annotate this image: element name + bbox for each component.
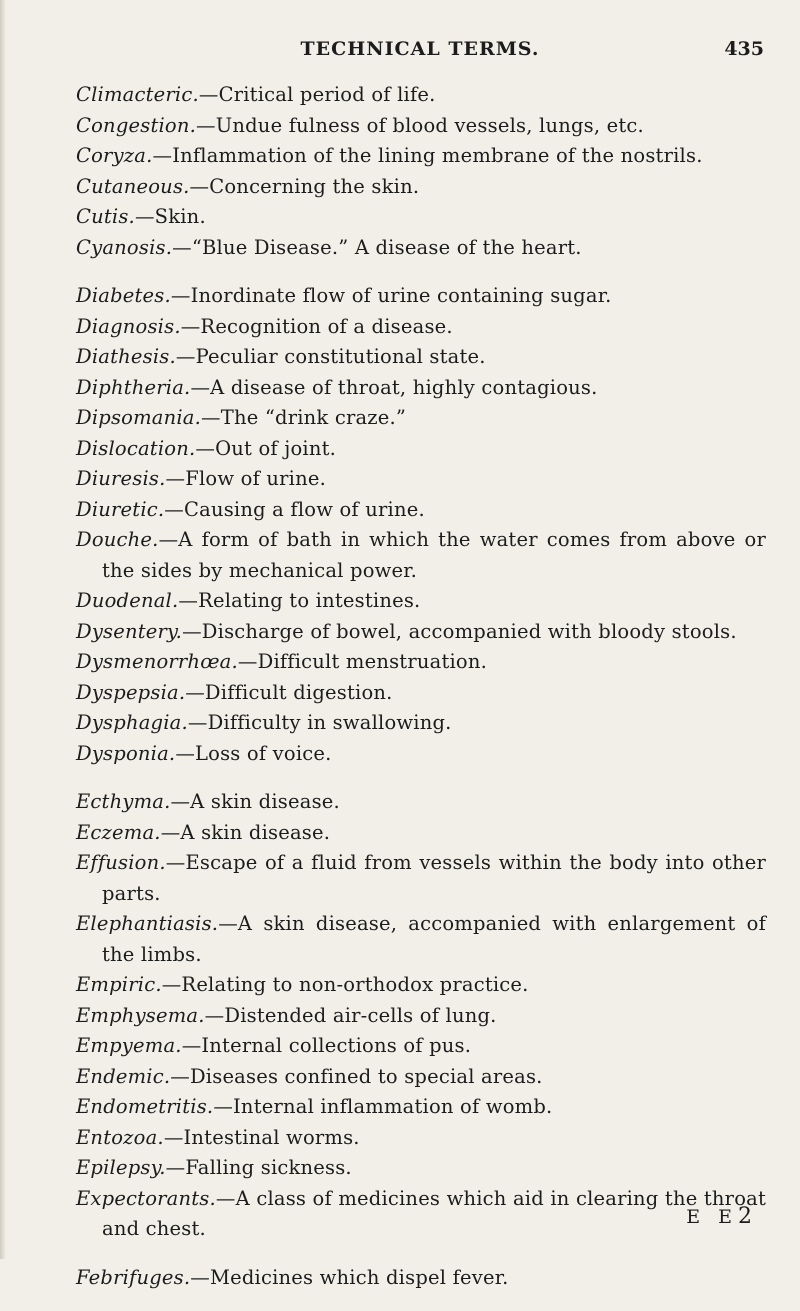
entry-definition: —Inordinate flow of urine containing sugar. <box>170 284 612 307</box>
entry-term: Febrifuges. <box>76 1265 191 1289</box>
glossary-entry <box>76 80 766 111</box>
entry-definition: —Relating to intestines. <box>178 589 421 612</box>
page-number: 435 <box>724 38 764 60</box>
entry-term: Climacteric. <box>76 83 199 106</box>
entry-definition: —Internal collections of pus. <box>181 1034 472 1057</box>
entry-definition: —Critical period of life. <box>198 83 436 106</box>
entry-term: Duodenal. <box>76 589 179 612</box>
entry-definition: —A skin disease, accompanied with enlargement of the limbs. <box>102 912 766 966</box>
glossary-group-e <box>76 787 766 1245</box>
glossary-entry <box>76 495 766 526</box>
glossary-entry <box>76 141 766 172</box>
page-header <box>76 38 764 68</box>
entry-definition: —A skin disease. <box>170 790 340 813</box>
signature-letters: E E <box>686 1206 738 1228</box>
entry-definition: —Difficult digestion. <box>185 680 393 704</box>
glossary-entry <box>76 1263 766 1294</box>
glossary-entry <box>76 708 766 739</box>
entry-definition: —A skin disease. <box>160 820 331 844</box>
entry-term: Entozoa. <box>76 1125 164 1149</box>
entry-term: Dyspepsia. <box>76 680 186 704</box>
entry-term: Cyanosis. <box>76 235 173 259</box>
entry-term: Cutaneous. <box>76 174 190 198</box>
entry-definition: —Internal inflammation of womb. <box>213 1095 553 1118</box>
glossary-entry <box>76 787 766 818</box>
glossary-entry <box>76 281 766 312</box>
entry-definition: —The “drink craze.” <box>201 406 407 429</box>
glossary-entry <box>76 172 766 203</box>
entry-term: Elephantiasis. <box>76 912 219 935</box>
glossary-entry <box>76 678 766 709</box>
entry-term: Ecthyma. <box>76 790 171 813</box>
glossary-group-d <box>76 281 766 769</box>
entry-term: Dysponia. <box>76 741 176 765</box>
entry-definition: —Inflammation of the lining membrane of the nostrils. <box>152 144 703 167</box>
entry-term: Douche. <box>76 528 159 551</box>
glossary-entry <box>76 617 766 648</box>
entry-term: Dysentery. <box>76 619 183 643</box>
entry-definition: —Flow of urine. <box>165 467 327 490</box>
glossary-entry <box>76 1092 766 1123</box>
glossary-entry <box>76 373 766 404</box>
entry-definition: —Concerning the skin. <box>189 174 420 198</box>
glossary-entry <box>76 403 766 434</box>
entry-definition: —Undue fulness of blood vessels, lungs, etc. <box>196 113 644 137</box>
entry-term: Epilepsy. <box>76 1156 166 1179</box>
entry-definition: —A class of medicines which aid in clearing the throat and chest. <box>102 1186 766 1240</box>
glossary-entry <box>76 848 766 909</box>
entry-definition: —Falling sickness. <box>165 1156 352 1179</box>
entry-term: Effusion. <box>76 851 166 874</box>
running-title: TECHNICAL TERMS. <box>300 38 540 60</box>
entry-definition: —Peculiar constitutional state. <box>175 345 486 368</box>
entry-term: Diagnosis. <box>76 314 181 338</box>
glossary-entry <box>76 342 766 373</box>
glossary-entry <box>76 647 766 678</box>
glossary-entry <box>76 818 766 849</box>
entry-term: Diphtheria. <box>76 375 191 399</box>
glossary-content <box>76 80 766 1311</box>
entry-definition: —Causing a flow of urine. <box>164 497 425 521</box>
entry-term: Endemic. <box>76 1064 171 1088</box>
entry-definition: —Escape of a fluid from vessels within the body into other parts. <box>102 851 766 905</box>
entry-definition: —“Blue Disease.” A disease of the heart. <box>172 235 582 259</box>
glossary-entry <box>76 1153 766 1184</box>
entry-definition: —Relating to non-orthodox practice. <box>161 973 529 996</box>
entry-term: Expectorants. <box>76 1186 216 1210</box>
entry-term: Dipsomania. <box>76 406 202 429</box>
entry-definition: —Diseases confined to special areas. <box>170 1064 543 1088</box>
entry-term: Diuresis. <box>76 467 166 490</box>
glossary-group-f <box>76 1263 766 1294</box>
page-edge <box>0 0 6 1259</box>
glossary-entry <box>76 739 766 770</box>
glossary-entry <box>76 525 766 586</box>
entry-term: Empyema. <box>76 1034 182 1057</box>
entry-definition: —Distended air-cells of lung. <box>204 1003 497 1027</box>
entry-term: Congestion. <box>76 113 197 137</box>
entry-term: Eczema. <box>76 820 161 844</box>
entry-term: Coryza. <box>76 144 153 167</box>
glossary-entry <box>76 312 766 343</box>
signature-number: 2 <box>738 1204 752 1229</box>
glossary-entry <box>76 1001 766 1032</box>
glossary-entry <box>76 434 766 465</box>
glossary-entry <box>76 202 766 233</box>
entry-term: Emphysema. <box>76 1003 205 1027</box>
entry-definition: —Discharge of bowel, accompanied with bloody stools. <box>182 619 737 643</box>
glossary-entry <box>76 970 766 1001</box>
glossary-entry <box>76 111 766 142</box>
glossary-entry <box>76 1031 766 1062</box>
glossary-entry <box>76 233 766 264</box>
entry-term: Dislocation. <box>76 436 196 460</box>
glossary-entry <box>76 1062 766 1093</box>
entry-term: Dysphagia. <box>76 711 188 734</box>
entry-term: Endometritis. <box>76 1095 214 1118</box>
entry-definition: —Difficult menstruation. <box>237 650 488 673</box>
entry-definition: —Skin. <box>134 205 206 228</box>
glossary-entry <box>76 586 766 617</box>
glossary-entry <box>76 1184 766 1245</box>
entry-definition: —Intestinal worms. <box>163 1125 360 1149</box>
entry-term: Diuretic. <box>76 497 165 521</box>
entry-term: Dysmenorrhœa. <box>76 650 238 673</box>
entry-term: Diabetes. <box>76 284 171 307</box>
entry-definition: —Medicines which dispel fever. <box>190 1265 509 1289</box>
entry-term: Cutis. <box>76 205 135 228</box>
entry-definition: —A form of bath in which the water comes from above or the sides by mechanical power. <box>102 528 766 582</box>
entry-definition: —Loss of voice. <box>175 741 332 765</box>
glossary-entry <box>76 909 766 970</box>
entry-term: Empiric. <box>76 973 162 996</box>
entry-definition: —Out of joint. <box>195 436 337 460</box>
glossary-group-c <box>76 80 766 263</box>
printer-signature <box>686 1204 752 1229</box>
glossary-entry <box>76 464 766 495</box>
entry-definition: —A disease of throat, highly contagious. <box>190 375 598 399</box>
entry-term: Diathesis. <box>76 345 176 368</box>
entry-definition: —Difficulty in swallowing. <box>187 711 452 734</box>
glossary-entry <box>76 1123 766 1154</box>
entry-definition: —Recognition of a disease. <box>180 314 453 338</box>
